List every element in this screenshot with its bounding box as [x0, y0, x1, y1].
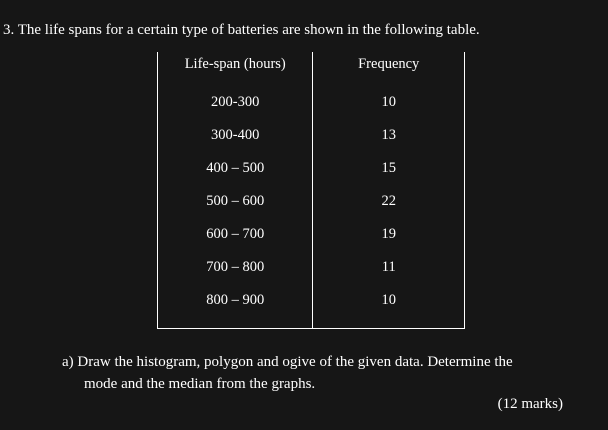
frequency-table — [157, 52, 465, 329]
part-a-line-2: mode and the median from the graphs. — [84, 376, 316, 392]
life-span-cell: 400 – 500 — [158, 152, 313, 185]
frequency-cell: 15 — [313, 152, 465, 185]
frequency-cell: 19 — [313, 218, 465, 251]
life-span-cell: 500 – 600 — [158, 185, 313, 218]
table-row — [158, 251, 465, 284]
table-row — [158, 152, 465, 185]
frequency-cell: 11 — [313, 251, 465, 284]
column-header-life-span: Life-span (hours) — [158, 52, 313, 86]
table-row — [158, 185, 465, 218]
table-row — [158, 284, 465, 329]
table-row — [158, 119, 465, 152]
life-span-cell: 600 – 700 — [158, 218, 313, 251]
frequency-cell: 22 — [313, 185, 465, 218]
table-header-row — [158, 52, 465, 86]
life-span-cell: 300-400 — [158, 119, 313, 152]
life-span-cell: 800 – 900 — [158, 284, 313, 329]
table-row — [158, 218, 465, 251]
frequency-cell: 10 — [313, 284, 465, 329]
part-a-instruction — [62, 351, 567, 395]
marks-label: (12 marks) — [497, 396, 563, 412]
life-span-cell: 700 – 800 — [158, 251, 313, 284]
question-text: 3. The life spans for a certain type of batteries are shown in the following table. — [3, 22, 480, 38]
frequency-cell: 13 — [313, 119, 465, 152]
frequency-cell: 10 — [313, 86, 465, 119]
part-a-line-1: a) Draw the histogram, polygon and ogive of the given data. Determine the — [62, 354, 513, 370]
table-row — [158, 86, 465, 119]
column-header-frequency: Frequency — [313, 52, 465, 86]
life-span-cell: 200-300 — [158, 86, 313, 119]
